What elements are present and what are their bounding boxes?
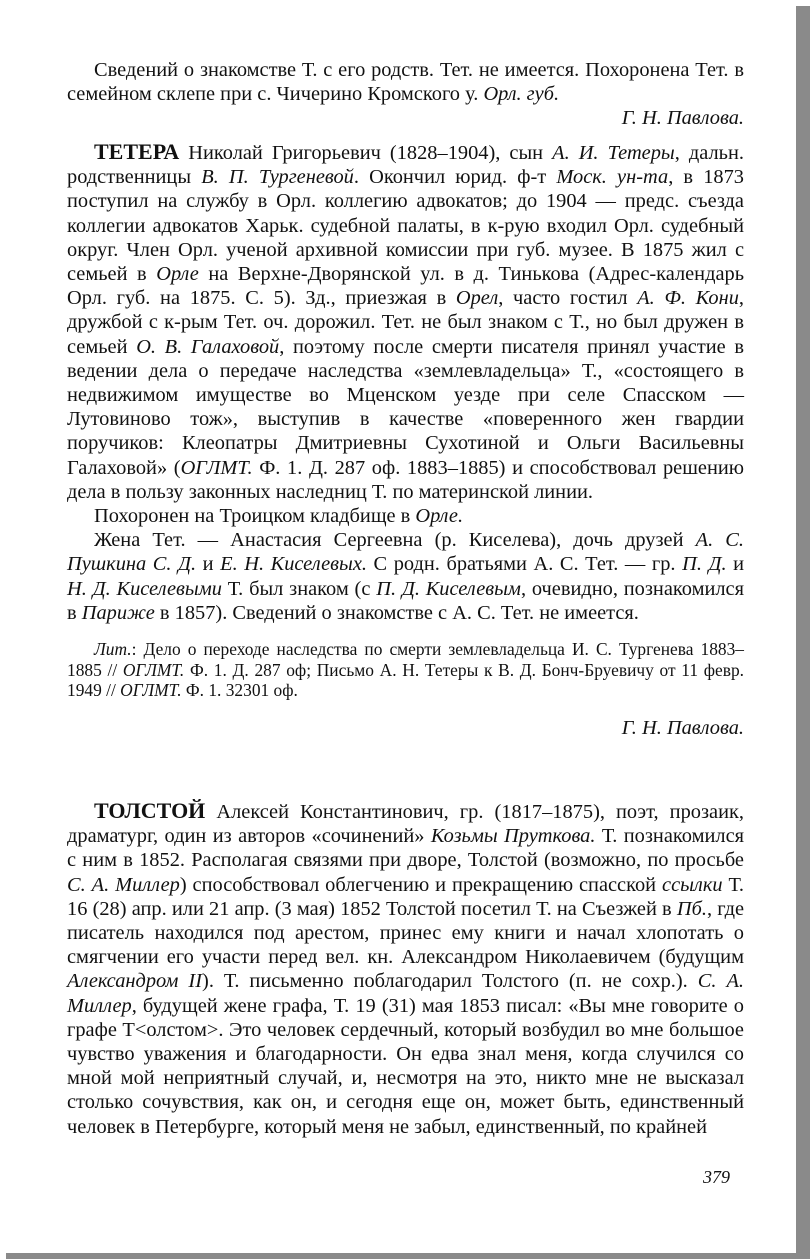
tf: ссылки xyxy=(662,873,723,896)
t1a: Николай Григорьевич (1828–1904), сын xyxy=(179,142,553,164)
tetera-headword: ТЕТЕРА xyxy=(94,139,180,164)
t1e: . Окончил юрид. ф-т xyxy=(353,166,557,189)
intro-paragraph xyxy=(67,58,744,106)
t1g: , в 1873 поступил на службу в Орл. коллегию адвокатов; до 1904 — предс. съезда коллегии адвокатов Харьк. судебной палаты, в к-рую входил Орл. судебный округ. Член Орл. ученой архивной комиссии при губ. музее. В 1875 жил с семьей в xyxy=(67,166,744,286)
tj: Александром II xyxy=(67,970,203,993)
t1m: , дружбой с к-рым Тет. оч. дорожил. Тет. не был знаком с Т., но был дружен в семьей xyxy=(67,287,744,358)
page-shadow-bottom xyxy=(6,1253,810,1259)
lb: : Дело о переходе наследства по смерти землевладельца И. С. Тургенева 1883–1885 // xyxy=(67,639,744,680)
intro-block xyxy=(67,58,744,131)
tm: , будущей жене графа, Т. 19 (31) мая 1853 писал: «Вы мне говорите о графе Т<олстом>. Это человек сердечный, который возбудил во мне большое чувство уважения и благодарности. Он едва знал меня, когда случился со мной мой неприятный случай, и, несмотря на это, никто мне не высказал столько сочувствия, как он, и сегодня еще он, может быть, единственный человек в Петербурге, который меня не забыл, единственный, по крайней xyxy=(67,994,744,1138)
tolstoy-headword: ТОЛСТОЙ xyxy=(94,798,206,823)
t3a: Жена Тет. — Анастасия Сергеевна (р. Киселева), дочь друзей xyxy=(94,529,696,552)
tetera-literature xyxy=(67,639,744,701)
intro-signature: Г. Н. Павлова. xyxy=(621,107,744,130)
t3d: Е. Н. Киселевых. xyxy=(220,553,367,576)
t1j: Орел xyxy=(455,287,499,310)
t1q: Ф. 1. Д. 287 оф. 1883–1885) и способствовал решению дела в пользу законных наследниц Т. по материнской линии. xyxy=(67,456,745,503)
tetera-signature: Г. Н. Павлова. xyxy=(621,716,744,739)
tk: ). Т. письменно поблагодарил Толстого (п. не сохр.). xyxy=(202,970,698,993)
le: ОГЛМТ. xyxy=(120,680,182,701)
tetera-paragraph-2 xyxy=(67,504,744,528)
t1p: ОГЛМТ. xyxy=(180,456,253,479)
intro-text: Сведений о знакомстве Т. с его родств. Тет. не имеется. Похоронена Тет. в семейном склепе при с. Чичерино Кромского у. xyxy=(67,59,744,106)
t2a: Похоронен на Троицком кладбище в xyxy=(94,505,416,528)
t1k: , часто гостил xyxy=(498,287,638,310)
entry-tolstoy xyxy=(67,799,744,1139)
th: Пб. xyxy=(676,897,707,920)
t1o: , поэтому после смерти писателя принял участие в ведении дела о передаче наследства «землевладельца» Т., «состоящего в недвижимом имуществе во Мценском уезде при селе Спасском — Лутовиново тож», выступив в качестве «поверенного жен гвардии поручиков: Клеопатры Дмитриевны Сухотиной и Ольги Васильевны Галаховой» ( xyxy=(67,335,744,479)
tg: Т. 16 (28) апр. или 21 апр. (3 мая) 1852 Толстой посетил Т. на Съезжей в xyxy=(67,873,744,920)
t3i: Т. был знаком (с xyxy=(221,577,377,600)
t1n: О. В. Галаховой xyxy=(136,335,280,358)
t1l: А. Ф. Кони xyxy=(637,287,739,310)
t1f: Моск. ун-та xyxy=(556,166,669,189)
lf: Ф. 1. 32301 оф. xyxy=(181,680,298,701)
tolstoy-paragraph xyxy=(67,799,744,1139)
tetera-paragraph-3 xyxy=(67,528,744,625)
t2b: Орле. xyxy=(415,505,464,528)
ta: Алексей Константинович, гр. (1817–1875), поэт, прозаик, драматург, один из авторов «сочинений» xyxy=(67,801,744,848)
lc: ОГЛМТ. xyxy=(122,659,185,680)
t3e: С родн. братьями А. С. Тет. — гр. xyxy=(366,553,683,576)
t3g: и xyxy=(726,553,745,576)
intro-place: Орл. губ. xyxy=(483,83,560,106)
tc: Т. познакомился с ним в 1852. Располагая связями при дворе, Толстой (возможно, по просьбе xyxy=(67,825,744,872)
t3k: , очевидно, познакомился в xyxy=(67,577,744,624)
t3b: А. С. Пушкина С. Д. xyxy=(67,529,744,576)
page-shadow-right xyxy=(796,6,810,1259)
t3h: Н. Д. Киселевыми xyxy=(67,577,222,600)
page-number: 379 xyxy=(703,1167,730,1187)
entry-tetera xyxy=(67,140,744,740)
t3m: в 1857). Сведений о знакомстве с А. С. Тет. не имеется. xyxy=(154,601,639,624)
tl: С. А. Миллер xyxy=(67,970,744,1017)
t1i: на Верхне-Дворянской ул. в д. Тинькова (Адрес-календарь Орл. губ. на 1875. С. 5). Зд., приезжая в xyxy=(67,263,744,310)
td: С. А. Миллер xyxy=(67,873,180,896)
te: ) способствовал облегчению и прекращению спасской xyxy=(179,873,663,896)
lit-label: Лит. xyxy=(94,639,132,660)
t1b: А. И. Тетеры xyxy=(552,142,675,164)
t1h: Орле xyxy=(156,263,199,286)
t3l: Париже xyxy=(81,601,155,624)
t3c: и xyxy=(196,553,221,576)
t3j: П. Д. Киселевым xyxy=(376,577,521,600)
t3f: П. Д. xyxy=(682,553,727,576)
ti: , где писатель находился под арестом, принес ему книги и начал хлопотать о смягчении его участи перед вел. кн. Александром Николаевичем (будущим xyxy=(67,897,744,969)
t1c: , дальн. родственницы xyxy=(67,142,744,189)
ld: Ф. 1. Д. 287 оф; Письмо А. Н. Тетеры к В. Д. Бонч-Бруевичу от 11 февр. 1949 // xyxy=(67,659,744,701)
tb: Козьмы Пруткова. xyxy=(430,825,596,848)
t1d: В. П. Тургеневой xyxy=(201,166,354,189)
tetera-paragraph-1 xyxy=(67,140,744,504)
